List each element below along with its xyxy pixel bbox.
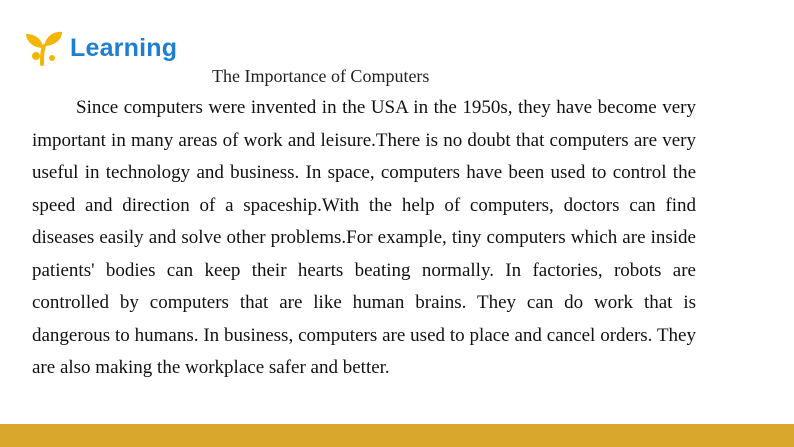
sprout-logo-icon (22, 28, 66, 68)
section-header (22, 28, 177, 68)
footer-band (0, 424, 794, 447)
document-paragraph: Since computers were invented in the USA in the 1950s, they have become very important in many areas of work and leisure.There is no doubt that computers are very useful in technology and business. In space, computers have been used to control the speed and direction of a spaceship.With the help of computers, doctors can find diseases easily and solve other problems.For example, tiny computers which are inside patients' bodies can keep their hearts beating normally. In factories, robots are controlled by computers that are like human brains. They can do work that is dangerous to humans. In business, computers are used to place and cancel orders. They are also making the workplace safer and better. (32, 97, 696, 378)
document-title: The Importance of Computers (212, 66, 430, 86)
section-title: Learning (70, 33, 178, 62)
